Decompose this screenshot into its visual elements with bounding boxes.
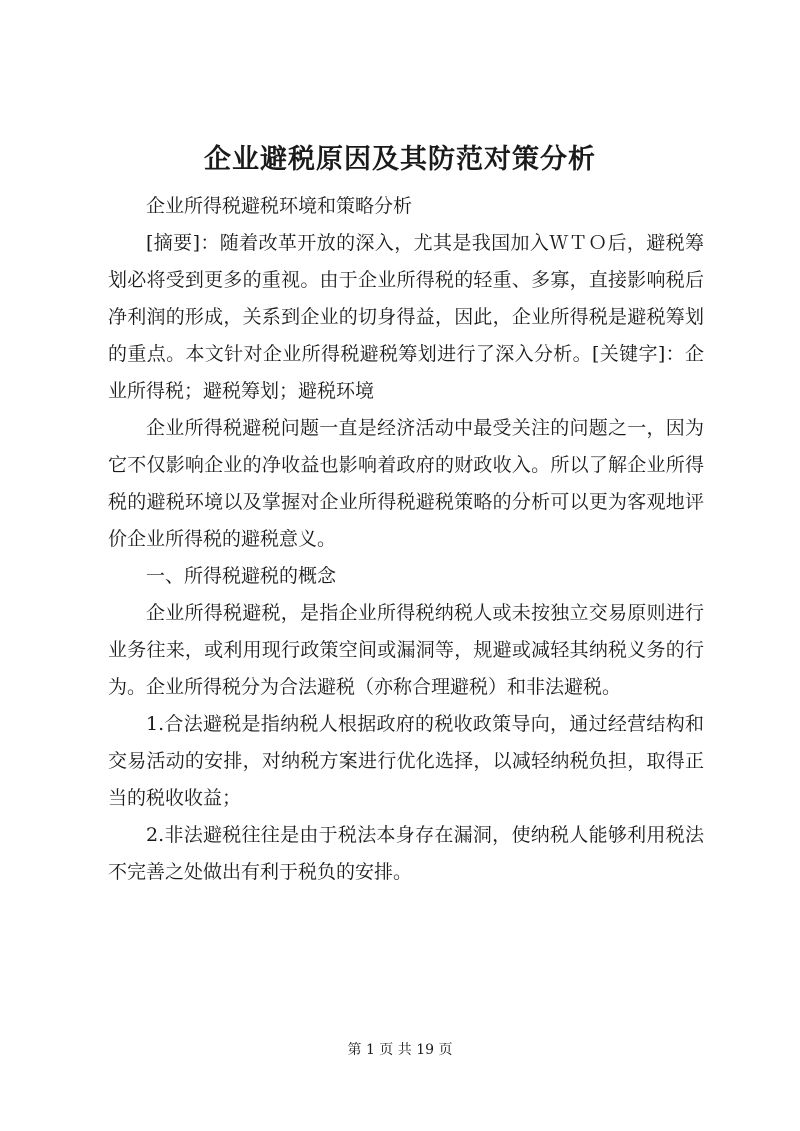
definition-paragraph: 企业所得税避税，是指企业所得税纳税人或未按独立交易原则进行业务往来，或利用现行政策空间或漏洞等，规避或减轻其纳税义务的行为。企业所得税分为合法避税（亦称合理避税）和非法避税。 — [108, 602, 704, 698]
list-item-legal-avoidance: 1.合法避税是指纳税人根据政府的税收政策导向，通过经营结构和交易活动的安排，对纳税方案进行优化选择，以减轻纳税负担，取得正当的税收收益； — [108, 713, 704, 809]
document-body — [108, 188, 704, 891]
document-title: 企业避税原因及其防范对策分析 — [204, 144, 596, 175]
abstract-paragraph: [摘要]：随着改革开放的深入，尤其是我国加入ＷＴＯ后，避税筹划必将受到更多的重视。由于企业所得税的轻重、多寡，直接影响税后净利润的形成，关系到企业的切身得益，因此，企业所得税是避税筹划的重点。本文针对企业所得税避税筹划进行了深入分析。[关键字]：企业所得税；避税筹划；避税环境 — [108, 232, 704, 402]
section-heading: 一、所得税避税的概念 — [146, 565, 337, 587]
list-item-illegal-avoidance: 2.非法避税往往是由于税法本身存在漏洞，使纳税人能够利用税法不完善之处做出有利于税负的安排。 — [108, 824, 704, 883]
section-subtitle: 企业所得税避税环境和策略分析 — [146, 195, 413, 217]
intro-paragraph: 企业所得税避税问题一直是经济活动中最受关注的问题之一，因为它不仅影响企业的净收益也影响着政府的财政收入。所以了解企业所得税的避税环境以及掌握对企业所得税避税策略的分析可以更为客观地评价企业所得税的避税意义。 — [108, 417, 704, 550]
page-footer: 第 1 页 共 19 页 — [347, 1042, 453, 1058]
